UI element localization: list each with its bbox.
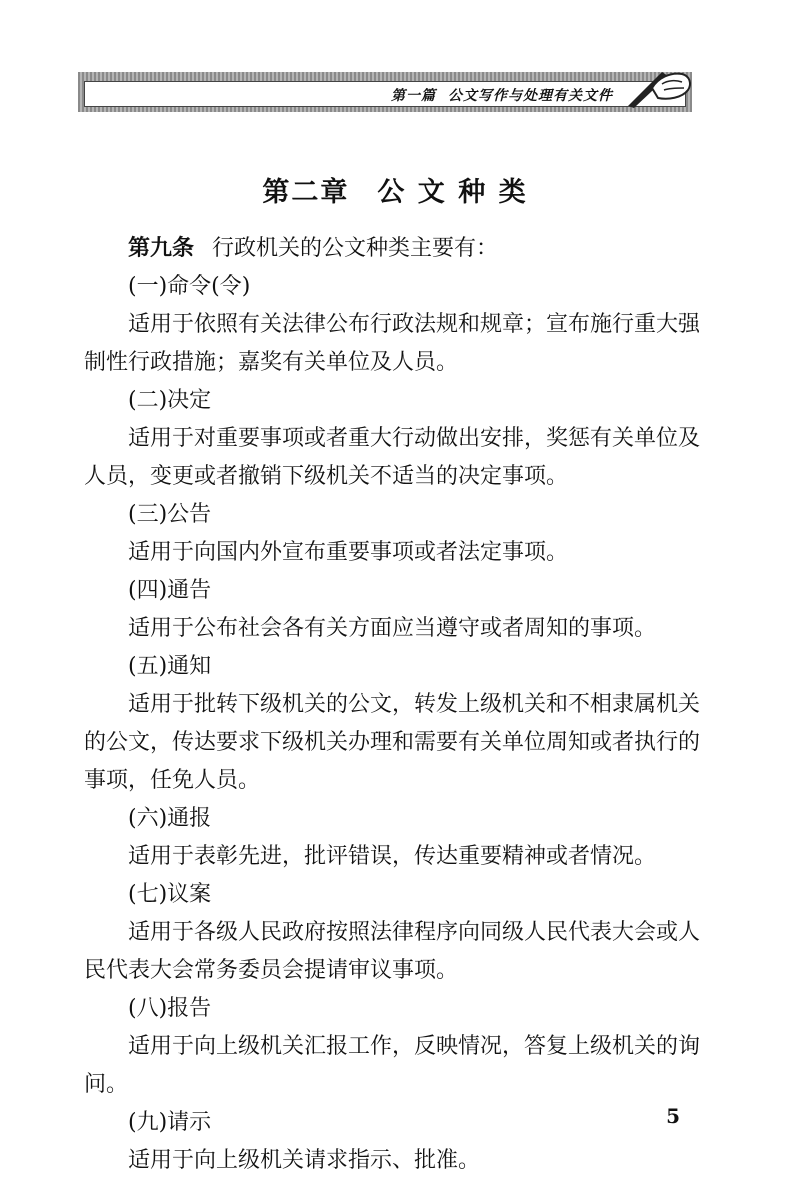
item-heading: (六)通报 — [128, 806, 212, 831]
article-intro-line — [84, 230, 704, 268]
header-title: 公文写作与处理有关文件 — [448, 88, 613, 104]
item-description: 适用于公布社会各有关方面应当遵守或者周知的事项。 — [128, 616, 657, 641]
running-header-box — [84, 81, 686, 107]
running-header-text — [391, 85, 613, 105]
article-body — [84, 230, 704, 1180]
document-type-list — [84, 268, 704, 1180]
item-description: 适用于批转下级机关的公文，转发上级机关和不相隶属机关的公文，传达要求下级机关办理和需要有关单位周知或者执行的事项，任免人员。 — [84, 692, 701, 793]
item-description: 适用于向上级机关汇报工作，反映情况，答复上级机关的询问。 — [84, 1034, 701, 1097]
article-intro: 行政机关的公文种类主要有： — [212, 236, 499, 261]
page-number: 5 — [666, 1104, 680, 1128]
item-heading: (二)决定 — [128, 388, 212, 413]
header-part: 第一篇 — [391, 88, 436, 104]
running-header — [78, 72, 692, 112]
item-description: 适用于各级人民政府按照法律程序向同级人民代表大会或人民代表大会常务委员会提请审议事项。 — [84, 920, 701, 983]
item-description: 适用于依照有关法律公布行政法规和规章；宣布施行重大强制性行政措施；嘉奖有关单位及人员。 — [84, 312, 701, 375]
item-description: 适用于向国内外宣布重要事项或者法定事项。 — [128, 540, 569, 565]
hand-with-pen-icon — [622, 58, 694, 110]
item-heading: (八)报告 — [128, 996, 212, 1021]
item-description: 适用于对重要事项或者重大行动做出安排，奖惩有关单位及人员，变更或者撤销下级机关不适当的决定事项。 — [84, 426, 701, 489]
item-heading: (九)请示 — [128, 1110, 212, 1135]
item-heading: (五)通知 — [128, 654, 212, 679]
item-heading: (三)公告 — [128, 502, 212, 527]
chapter-title — [0, 170, 790, 209]
item-heading: (一)命令(令) — [128, 274, 251, 299]
item-heading: (七)议案 — [128, 882, 212, 907]
article-label: 第九条 — [128, 236, 195, 261]
chapter-name: 公 文 种 类 — [377, 177, 528, 208]
item-description: 适用于向上级机关请求指示、批准。 — [128, 1148, 481, 1173]
chapter-number: 第二章 — [262, 177, 350, 208]
item-description: 适用于表彰先进，批评错误，传达重要精神或者情况。 — [128, 844, 657, 869]
item-heading: (四)通告 — [128, 578, 212, 603]
